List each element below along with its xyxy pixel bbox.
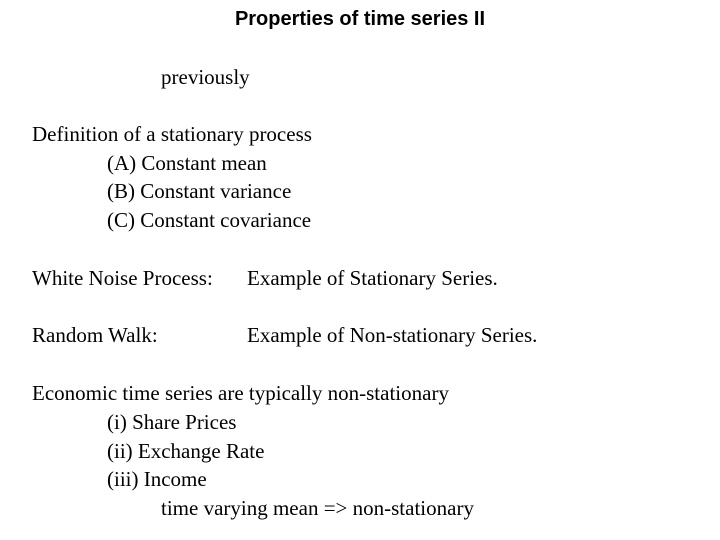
example-text-random-walk: Example of Non-stationary Series.	[247, 323, 538, 347]
economic-item-share-prices: (i) Share Prices	[107, 410, 237, 434]
stationary-item-mean: (A) Constant mean	[107, 151, 267, 175]
economic-heading: Economic time series are typically non-stationary	[32, 381, 449, 405]
slide-title: Properties of time series II	[234, 8, 486, 30]
example-text-white-noise: Example of Stationary Series.	[247, 266, 498, 290]
economic-item-exchange-rate: (ii) Exchange Rate	[107, 439, 265, 463]
economic-item-income: (iii) Income	[107, 467, 207, 491]
economic-conclusion: time varying mean => non-stationary	[161, 496, 474, 520]
stationary-heading: Definition of a stationary process	[32, 122, 312, 146]
intro-text: previously	[161, 65, 250, 89]
example-label-random-walk: Random Walk:	[32, 323, 158, 347]
stationary-item-covariance: (C) Constant covariance	[107, 208, 312, 232]
stationary-item-variance: (B) Constant variance	[107, 179, 292, 203]
example-label-white-noise: White Noise Process:	[32, 266, 213, 290]
